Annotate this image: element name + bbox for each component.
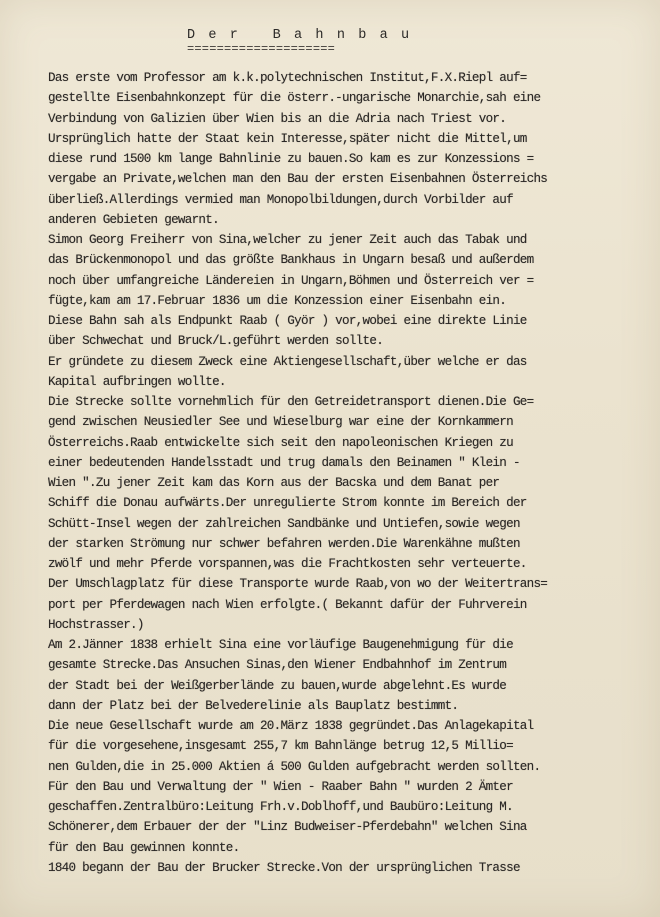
text-line: port per Pferdewagen nach Wien erfolgte.( Bekannt dafür der Fuhrverein xyxy=(48,597,527,612)
text-line: Kapital aufbringen wollte. xyxy=(48,374,226,389)
text-line: der Stadt bei der Weißgerberlände zu bauen,wurde abgelehnt.Es wurde xyxy=(48,678,507,693)
text-line: Ursprünglich hatte der Staat kein Interesse,später nicht die Mittel,um xyxy=(48,131,527,146)
text-line: überließ.Allerdings vermied man Monopolbildungen,durch Vorbilder auf xyxy=(48,192,513,207)
text-line: dann der Platz bei der Belvederelinie als Bauplatz bestimmt. xyxy=(48,698,459,713)
text-line: Schütt-Insel wegen der zahlreichen Sandbänke und Untiefen,sowie wegen xyxy=(48,516,520,531)
text-line: gesamte Strecke.Das Ansuchen Sinas,den Wiener Endbahnhof im Zentrum xyxy=(48,658,507,673)
text-line: Für den Bau und Verwaltung der " Wien - Raaber Bahn " wurden 2 Ämter xyxy=(48,779,513,794)
text-line: über Schwechat und Bruck/L.geführt werden sollte. xyxy=(48,334,384,349)
text-line: einer bedeutenden Handelsstadt und trug damals den Beinamen " Klein - xyxy=(48,455,520,470)
text-line: Wien ".Zu jener Zeit kam das Korn aus der Bacska und dem Banat per xyxy=(48,476,500,490)
text-line: Schönerer,dem Erbauer der der "Linz Budweiser-Pferdebahn" welchen Sina xyxy=(48,820,527,835)
page-title: D e r B a h n b a u xyxy=(187,28,412,43)
text-line: geschaffen.Zentralbüro:Leitung Frh.v.Doblhoff,und Baubüro:Leitung M. xyxy=(48,800,513,814)
text-line: Die neue Gesellschaft wurde am 20.März 1838 gegründet.Das Anlagekapital xyxy=(48,719,534,733)
text-line: Er gründete zu diesem Zweck eine Aktiengesellschaft,über welche er das xyxy=(48,354,527,369)
text-line: Das erste vom Professor am k.k.polytechnischen Institut,F.X.Riepl auf= xyxy=(48,71,527,85)
title-underline: ==================== xyxy=(187,42,336,56)
text-line: noch über umfangreiche Ländereien in Ungarn,Böhmen und Österreich ver = xyxy=(48,273,534,288)
text-line: diese rund 1500 km lange Bahnlinie zu bauen.So kam es zur Konzessions = xyxy=(48,152,534,166)
text-line: Simon Georg Freiherr von Sina,welcher zu jener Zeit auch das Tabak und xyxy=(48,233,527,247)
text-line: für die vorgesehene,insgesamt 255,7 km Bahnlänge betrug 12,5 Millio= xyxy=(48,739,513,754)
text-line: Der Umschlagplatz für diese Transporte wurde Raab,von wo der Weitertrans= xyxy=(48,577,548,592)
text-line: vergabe an Private,welchen man den Bau der ersten Eisenbahnen Österreichs xyxy=(48,172,548,187)
text-line: Österreichs.Raab entwickelte sich seit den napoleonischen Kriegen zu xyxy=(48,435,513,450)
text-line: der starken Strömung nur schwer befahren werden.Die Warenkähne mußten xyxy=(48,536,520,551)
text-line: Hochstrasser.) xyxy=(48,617,144,632)
text-line: gend zwischen Neusiedler See und Wieselburg war eine der Kornkammern xyxy=(48,415,513,430)
text-line: anderen Gebieten gewarnt. xyxy=(48,212,219,227)
text-line: nen Gulden,die in 25.000 Aktien á 500 Gulden aufgebracht werden sollten. xyxy=(48,759,541,774)
text-line: Verbindung von Galizien über Wien bis an die Adria nach Triest vor. xyxy=(48,111,507,126)
text-line: für den Bau gewinnen konnte. xyxy=(48,840,240,855)
text-line: Am 2.Jänner 1838 erhielt Sina eine vorläufige Baugenehmigung für die xyxy=(48,638,513,652)
text-line: zwölf und mehr Pferde vorspannen,was die Frachtkosten sehr verteuerte. xyxy=(48,557,527,571)
text-line: 1840 begann der Bau der Brucker Strecke.Von der ursprünglichen Trasse xyxy=(48,860,520,875)
body-text xyxy=(48,68,648,878)
text-line: Die Strecke sollte vornehmlich für den Getreidetransport dienen.Die Ge= xyxy=(48,395,534,409)
text-line: gestellte Eisenbahnkonzept für die österr.-ungarische Monarchie,sah eine xyxy=(48,91,541,106)
text-line: Schiff die Donau aufwärts.Der unregulierte Strom konnte im Bereich der xyxy=(48,496,527,511)
text-line: das Brückenmonopol und das größte Bankhaus in Ungarn besaß und außerdem xyxy=(48,253,534,268)
text-line: Diese Bahn sah als Endpunkt Raab ( Györ ) vor,wobei eine direkte Linie xyxy=(48,314,527,328)
text-line: fügte,kam am 17.Februar 1836 um die Konzession einer Eisenbahn ein. xyxy=(48,293,507,308)
